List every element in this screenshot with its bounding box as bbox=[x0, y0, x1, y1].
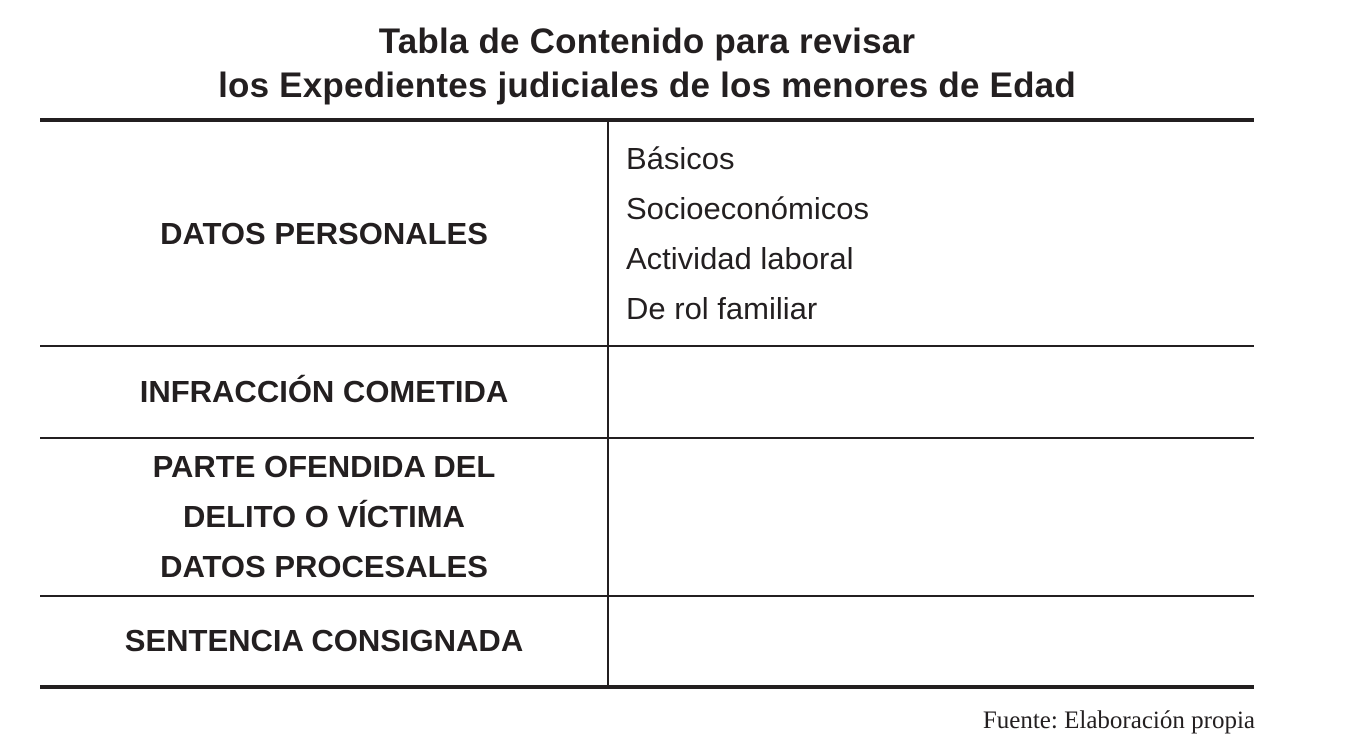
table-row-items bbox=[626, 122, 1246, 345]
table-row-label bbox=[40, 439, 608, 595]
row-label-line: DATOS PERSONALES bbox=[160, 215, 488, 251]
row-label-line: PARTE OFENDIDA DEL bbox=[152, 449, 496, 484]
table-bottom-rule bbox=[40, 685, 1254, 689]
row-label-line: INFRACCIÓN COMETIDA bbox=[139, 374, 509, 409]
title-line-1: Tabla de Contenido para revisar bbox=[378, 22, 916, 61]
source-note: Fuente: Elaboración propia bbox=[982, 707, 1255, 734]
content-table bbox=[40, 118, 1254, 690]
table-row-label bbox=[40, 347, 608, 437]
row-label-line: DATOS PROCESALES bbox=[160, 549, 488, 584]
list-item: De rol familiar bbox=[626, 290, 818, 326]
table-row-label bbox=[40, 122, 608, 345]
list-item: Básicos bbox=[626, 140, 735, 176]
row-label-line: SENTENCIA CONSIGNADA bbox=[124, 623, 524, 658]
row-label-line: DELITO O VÍCTIMA bbox=[183, 499, 465, 534]
list-item: Actividad laboral bbox=[626, 240, 854, 276]
table-row-label bbox=[40, 597, 608, 685]
title-line-2: los Expedientes judiciales de los menores de Edad bbox=[218, 66, 1076, 105]
page-title bbox=[40, 20, 1254, 108]
list-item: Socioeconómicos bbox=[626, 190, 869, 226]
